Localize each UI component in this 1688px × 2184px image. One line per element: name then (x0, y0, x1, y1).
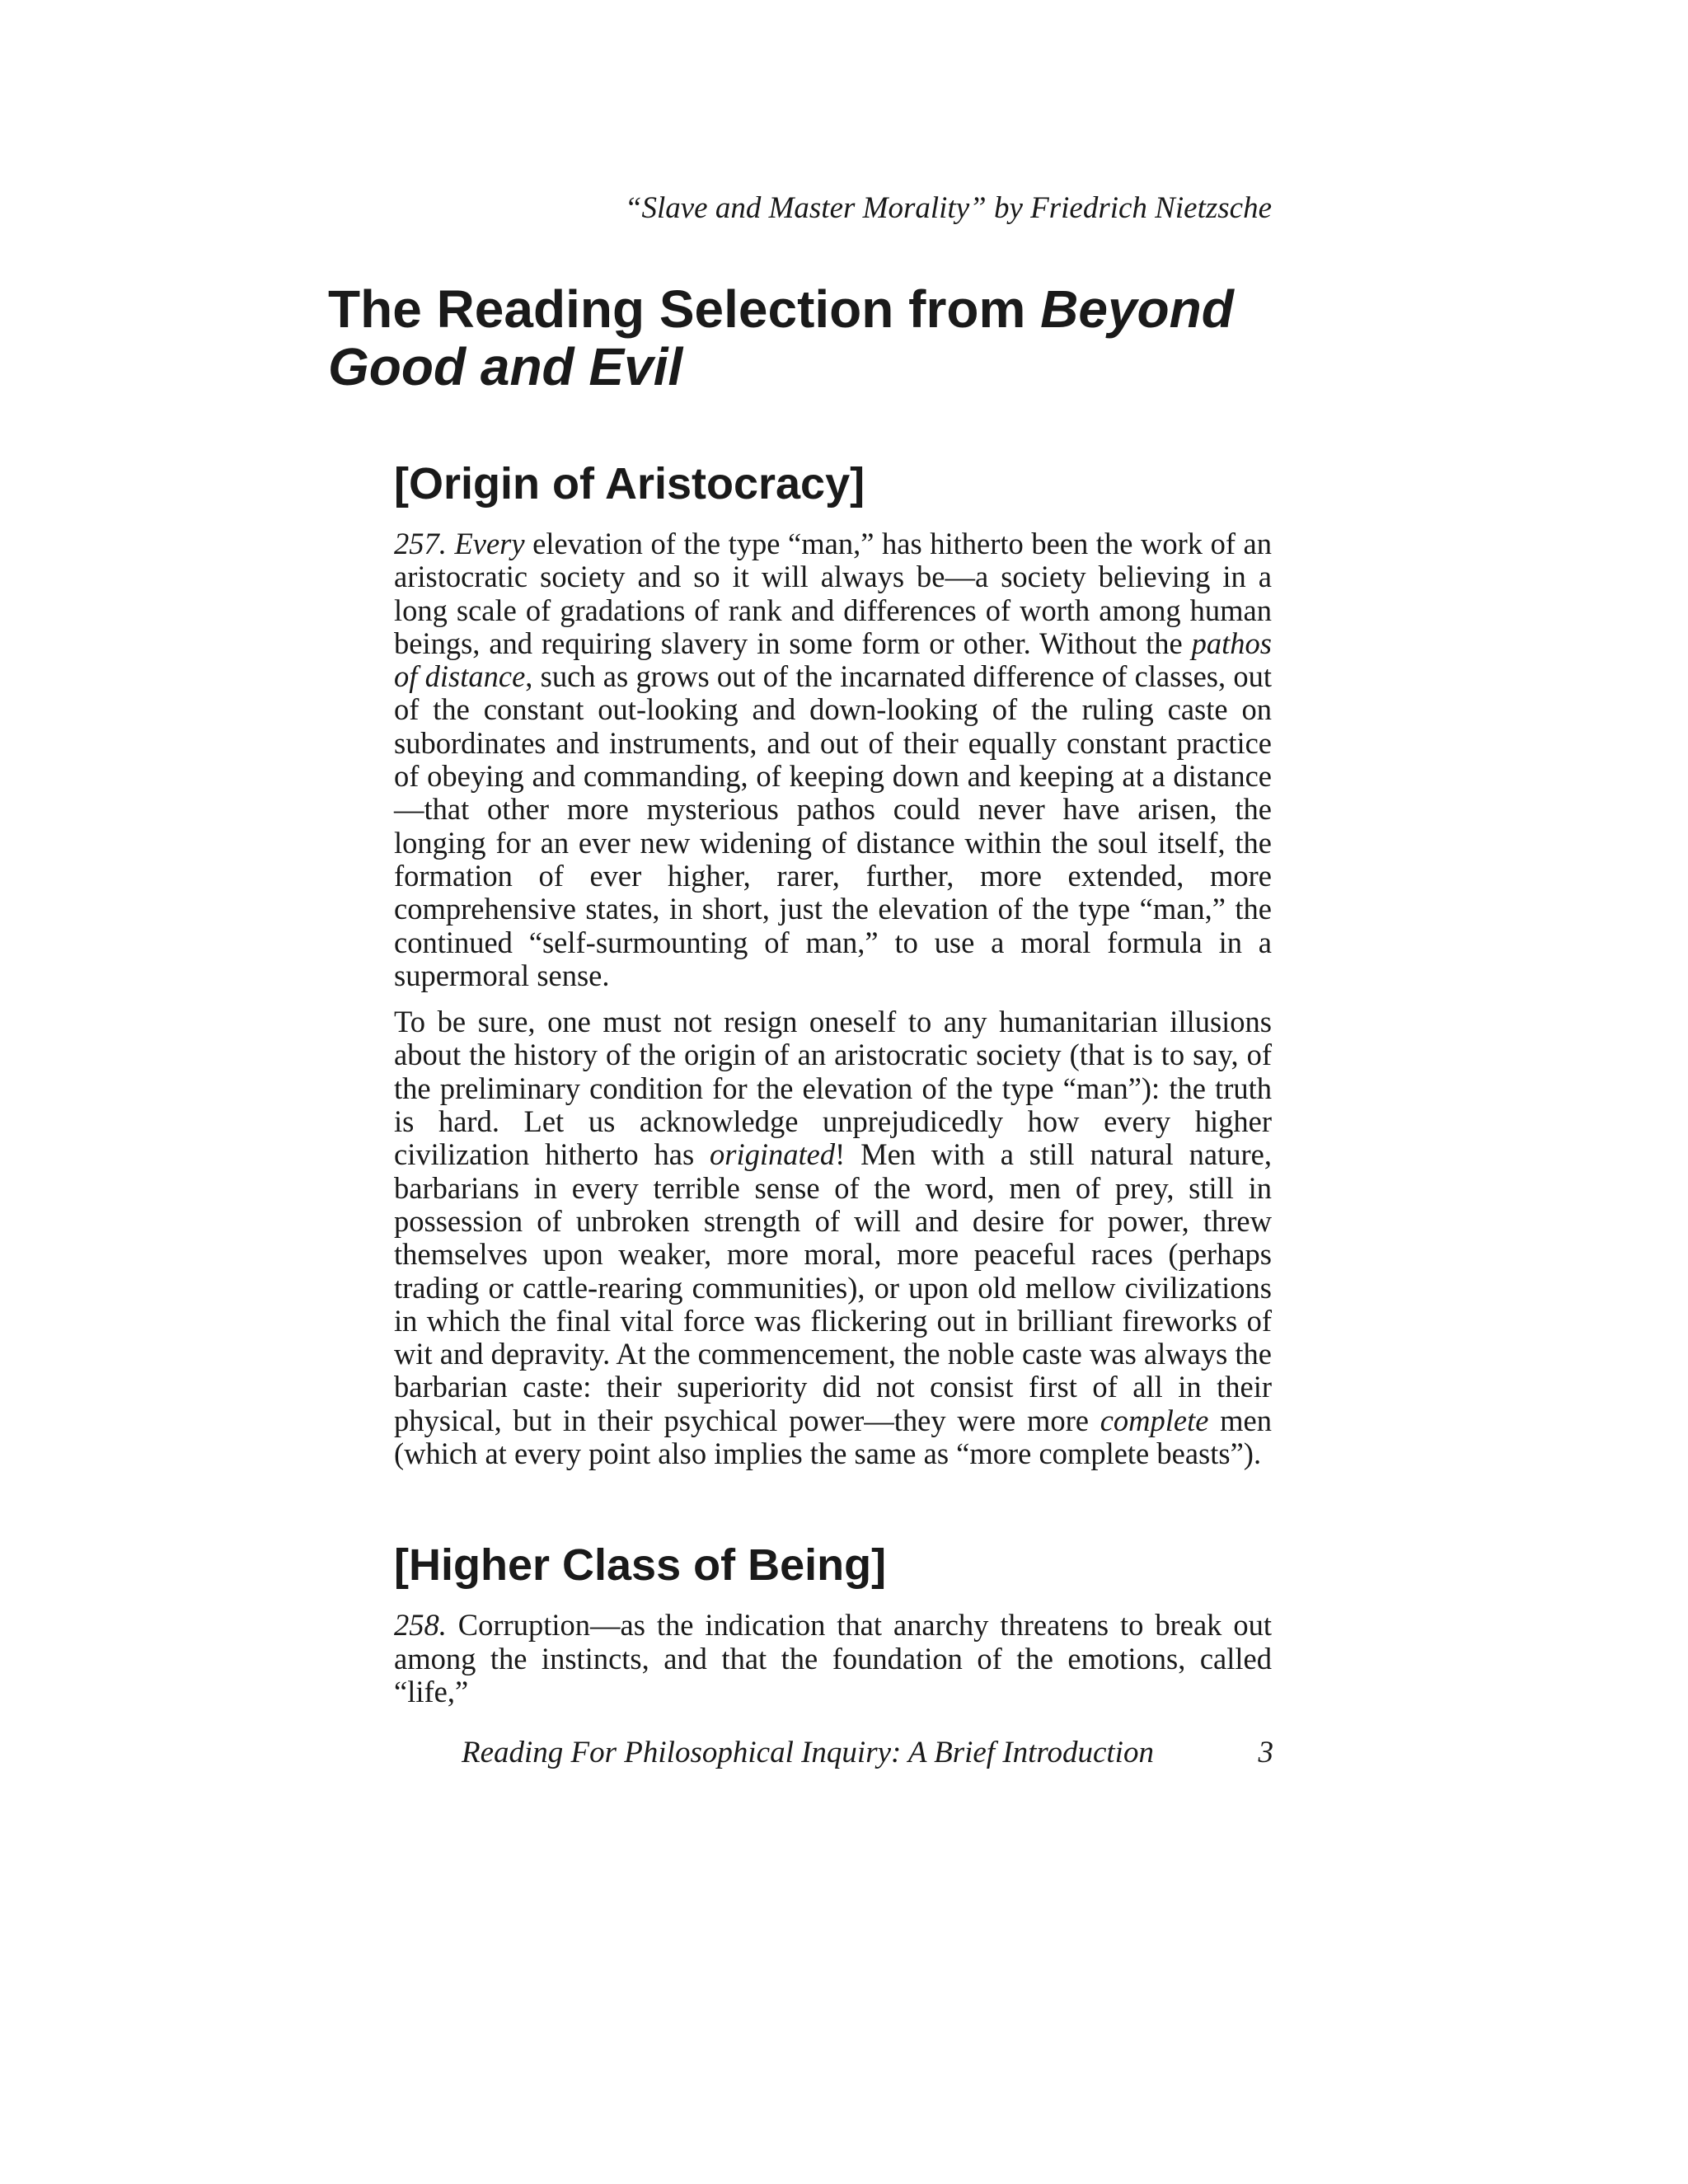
running-head: “Slave and Master Morality” by Friedrich Nietzsche (624, 191, 1272, 225)
paragraph-emphasis: pathos of distance (394, 626, 1272, 694)
paragraph-text: Corruption—as the indication that anarchy threatens to break out among the instincts, and that the foundation of the emotions, called “life,” (394, 1608, 1272, 1708)
footer-book-title: Reading For Philosophical Inquiry: A Brief Introduction (462, 1736, 1154, 1769)
section-spacer (394, 1470, 1272, 1536)
paragraph-258 (394, 1609, 1272, 1708)
paragraph-257-continued (394, 1005, 1272, 1470)
section-heading-origin-of-aristocracy: [Origin of Aristocracy] (394, 459, 865, 509)
paragraph-emphasis: complete (1100, 1403, 1209, 1437)
page-footer (462, 1732, 1273, 1774)
page-title (328, 280, 1317, 396)
paragraph-text: men (which at every point also implies the same as “more complete beasts”). (394, 1403, 1272, 1471)
main-content (394, 455, 1272, 1708)
aphorism-number: 258. (394, 1608, 447, 1643)
paragraph-text: elevation of the type “man,” has hitherto been the work of an aristocratic society and so it will always be—a society believing in a long scale of gradations of rank and differences of worth among human beings, and requiring slavery in some form or other. Without the (394, 527, 1272, 660)
paragraph-emphasis: originated (710, 1137, 836, 1172)
section-heading-higher-class-of-being: [Higher Class of Being] (394, 1540, 887, 1591)
paragraph-text: ! Men with a still natural nature, barbarians in every terrible sense of the word, men of prey, still in possession of unbroken strength of will and desire for power, threw themselves upon weaker, more moral, more peaceful races (perhaps trading or cattle-rearing communities), or upon old mellow civilizations in which the final vital force was flickering out in brilliant fireworks of wit and depravity. At the commencement, the noble caste was always the barbarian caste: their superiority did not consist first of all in their physical, but in their psychical power—they were more (394, 1137, 1272, 1437)
aphorism-number: 257. Every (394, 527, 525, 560)
page-title-italic-line1: Beyond (1040, 279, 1234, 339)
page-number: 3 (1258, 1736, 1273, 1769)
paragraph-text: , such as grows out of the incarnated difference of classes, out of the constant out-looking and down-looking of the ruling caste on subordinates and instruments, and out of their equally constant practice of obeying and commanding, of keeping down and keeping at a distance—that other more mysterious pathos could never have arisen, the longing for an ever new widening of distance within the soul itself, the formation of ever higher, rarer, further, more extended, more comprehensive states, in short, just the elevation of the type “man,” the continued “self-surmounting of man,” to use a moral formula in a supermoral sense. (394, 659, 1272, 992)
page-title-plain: The Reading Selection from (328, 279, 1041, 339)
paragraph-text: To be sure, one must not resign oneself to any humanitarian illusions about the history of the origin of an aristocratic society (that is to say, of the preliminary condition for the elevation of the type “man”): the truth is hard. Let us acknowledge unprejudicedly how every higher civilization hitherto has (394, 1005, 1272, 1172)
page-title-italic-line2: Good and Evil (328, 337, 683, 396)
paragraph-257 (394, 527, 1272, 992)
